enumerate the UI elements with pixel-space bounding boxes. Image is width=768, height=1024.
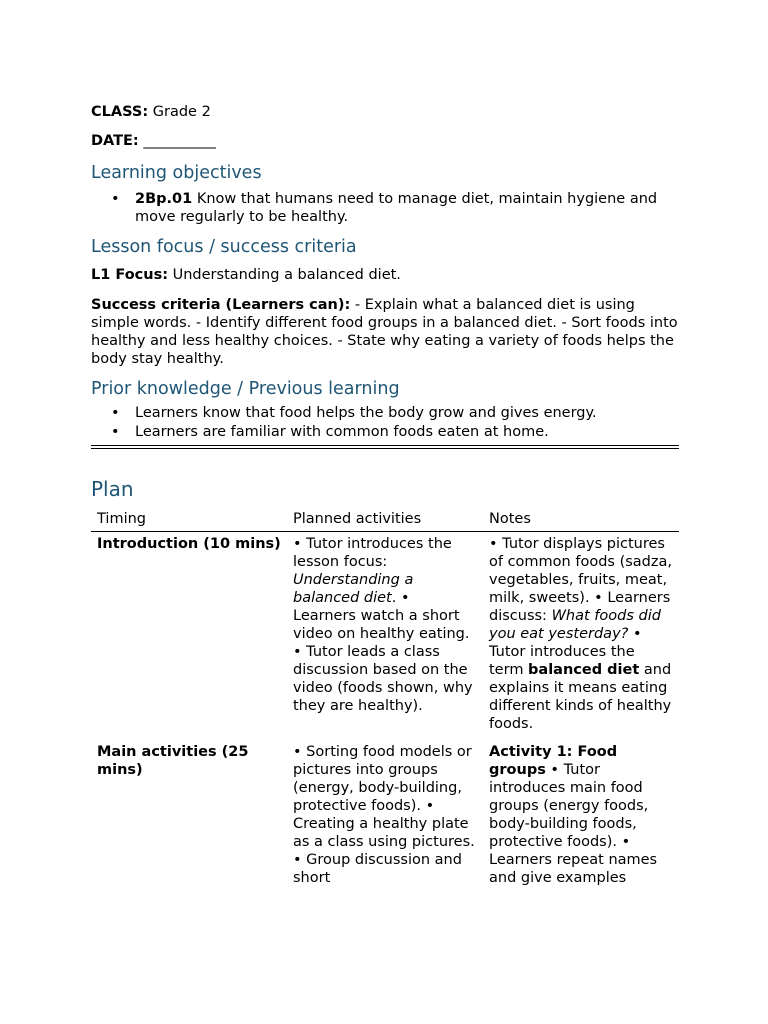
list-item xyxy=(91,404,679,422)
learning-objectives-heading: Learning objectives xyxy=(91,163,262,183)
plan-heading: Plan xyxy=(91,477,134,501)
activities-cell xyxy=(287,532,483,741)
focus-label: L1 Focus: xyxy=(91,267,169,283)
prior-knowledge-list xyxy=(91,404,679,441)
timing-cell: Introduction (10 mins) xyxy=(97,536,281,552)
date-label: DATE: xyxy=(91,133,139,149)
bullet-icon: • xyxy=(111,405,120,421)
notes-text: • Tutor introduces main food groups (energy foods, body-building foods, protective foods). • Learners repeat names and give examples xyxy=(489,762,658,886)
class-label: CLASS: xyxy=(91,104,149,120)
activities-text: • Sorting food models or pictures into groups (energy, body-building, protective foods). • Creating a healthy plate as a class using pictures. • Group discussion and short xyxy=(293,744,475,886)
notes-text: • Tutor introduces the term xyxy=(489,626,642,678)
prior-knowledge-text: Learners know that food helps the body grow and gives energy. xyxy=(135,405,597,421)
activities-text: • Tutor introduces the lesson focus: xyxy=(293,536,452,570)
criteria-label: Success criteria (Learners can): xyxy=(91,297,351,313)
column-header-notes: Notes xyxy=(483,507,679,532)
table-row xyxy=(91,532,679,741)
date-field xyxy=(91,132,679,150)
bullet-icon: • xyxy=(111,424,120,440)
success-criteria xyxy=(91,296,679,368)
criteria-text: - Explain what a balanced diet is using simple words. - Identify different food groups in a balanced diet. - Sort foods into healthy and less healthy choices. - State why eating a variety of foods helps the body stay healthy. xyxy=(91,297,678,367)
prior-knowledge-heading: Prior knowledge / Previous learning xyxy=(91,379,400,399)
activities-emphasis: Understanding a balanced diet xyxy=(293,572,414,606)
table-row xyxy=(91,740,679,894)
notes-bold: balanced diet xyxy=(528,662,640,678)
list-item xyxy=(91,423,679,441)
notes-cell xyxy=(483,740,679,894)
prior-knowledge-text: Learners are familiar with common foods eaten at home. xyxy=(135,424,549,440)
list-item xyxy=(91,190,679,226)
date-value: __________ xyxy=(143,133,216,149)
notes-text: and explains it means eating different kinds of healthy foods. xyxy=(489,662,672,732)
bullet-icon: • xyxy=(111,191,120,207)
table-header-row xyxy=(91,507,679,532)
focus-line xyxy=(91,266,679,284)
class-field xyxy=(91,103,679,121)
notes-cell xyxy=(483,532,679,741)
objective-code: 2Bp.01 xyxy=(135,191,193,207)
column-header-timing: Timing xyxy=(91,507,287,532)
notes-text: • Tutor displays pictures of common foods (sadza, vegetables, fruits, meat, milk, sweets). • Learners discuss: xyxy=(489,536,672,624)
notes-bold: Activity 1: Food groups xyxy=(489,744,618,778)
column-header-activities: Planned activities xyxy=(287,507,483,532)
lesson-plan-content xyxy=(91,103,679,894)
lesson-focus-heading: Lesson focus / success criteria xyxy=(91,237,357,257)
learning-objectives-list xyxy=(91,190,679,226)
activities-cell xyxy=(287,740,483,894)
activities-text: . • Learners watch a short video on healthy eating. • Tutor leads a class discussion based on the video (foods shown, why they are healthy). xyxy=(293,590,473,714)
notes-emphasis: What foods did you eat yesterday? xyxy=(489,608,661,642)
objective-text: Know that humans need to manage diet, maintain hygiene and move regularly to be healthy. xyxy=(135,191,658,225)
focus-text: Understanding a balanced diet. xyxy=(172,267,401,283)
section-divider xyxy=(91,445,679,449)
class-value: Grade 2 xyxy=(152,104,211,120)
timing-cell: Main activities (25 mins) xyxy=(97,744,249,778)
plan-table xyxy=(91,507,679,894)
